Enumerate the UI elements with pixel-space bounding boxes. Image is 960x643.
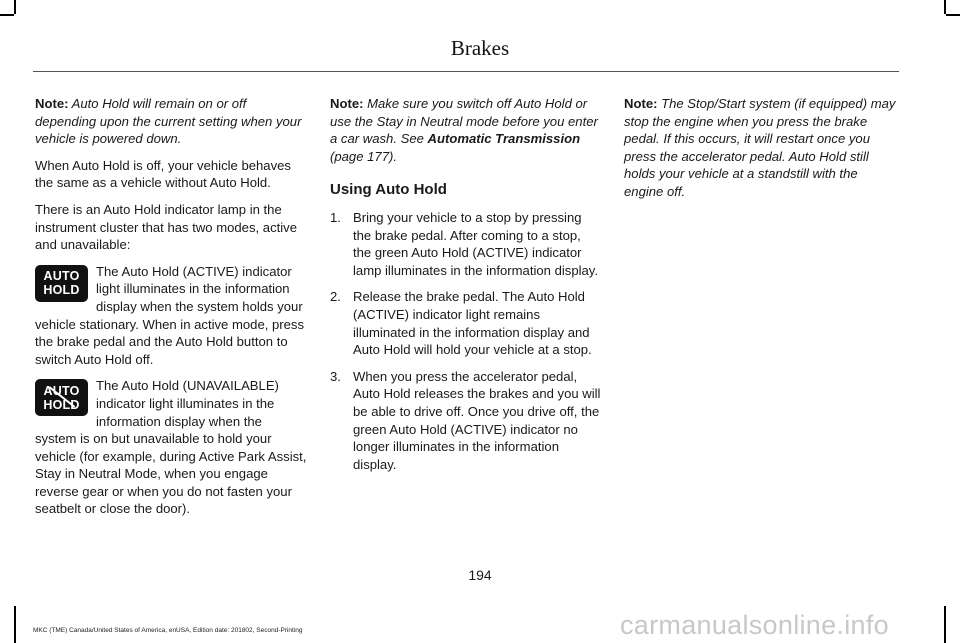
section-heading: Using Auto Hold — [330, 181, 447, 199]
crop-mark — [14, 606, 16, 643]
note-auto-hold-power — [35, 95, 307, 148]
crop-mark — [14, 0, 16, 14]
crop-mark — [946, 14, 960, 16]
step-number: 1. — [330, 209, 341, 225]
paragraph: When Auto Hold is off, your vehicle behaves the same as a vehicle without Auto Hold. — [35, 157, 291, 191]
icon-text-line: AUTO — [43, 383, 80, 398]
auto-hold-active-icon — [35, 265, 88, 302]
icon-text-line: AUTO — [43, 269, 80, 284]
crop-mark — [944, 606, 946, 643]
steps-list — [330, 209, 602, 473]
header-divider — [33, 71, 899, 72]
column-2 — [330, 95, 602, 482]
footer-edition-info: MKC (TME) Canada/United States of America, enUSA, Edition date: 201802, Second-Printing — [33, 627, 303, 634]
unavailable-indicator-description — [35, 377, 307, 518]
step-number: 3. — [330, 368, 341, 384]
icon-text-line: HOLD — [43, 397, 80, 412]
list-item — [330, 368, 602, 474]
page-reference: (page 177). — [330, 148, 397, 164]
list-item — [330, 288, 602, 358]
watermark: carmanualsonline.info — [620, 610, 889, 640]
page-number: 194 — [468, 567, 492, 583]
active-indicator-description — [35, 263, 307, 369]
crop-mark — [0, 14, 14, 16]
note-label: Note: — [624, 96, 658, 111]
step-text: When you press the accelerator pedal, Auto Hold releases the brakes and you will be able to drive off. Once you drive off, the green Auto Hold (ACTIVE) indicator no longer illuminates in the information display. — [353, 368, 601, 472]
note-label: Note: — [35, 96, 69, 111]
paragraph: There is an Auto Hold indicator lamp in the instrument cluster that has two modes, active and unavailable: — [35, 201, 297, 253]
unavailable-indicator-text: The Auto Hold (UNAVAILABLE) indicator light illuminates in the information display when the system is on but unavailable to hold your vehicle (for example, during Active Park Assist, Stay in Neutral Mode, when you engage reverse gear or when you do not fasten your seatbelt or close the door). — [35, 378, 307, 517]
auto-hold-unavailable-icon — [35, 379, 88, 416]
list-item — [330, 209, 602, 279]
note-label: Note: — [330, 96, 364, 111]
note-stop-start — [624, 95, 898, 201]
cross-reference-link[interactable]: Automatic Transmission — [427, 131, 581, 147]
column-1 — [35, 95, 307, 527]
note-text: Make sure you switch off Auto Hold or use the Stay in Neutral mode before you enter a car wash. See — [330, 96, 598, 147]
note-text: The Stop/Start system (if equipped) may stop the engine when you press the brake pedal. If this occurs, it will restart once you press the accelerator pedal. Auto Hold still holds your vehicle at a standstill with the engine off. — [624, 96, 896, 199]
note-car-wash — [330, 95, 602, 165]
icon-text-line: HOLD — [43, 283, 80, 298]
page-title: Brakes — [450, 36, 510, 60]
active-indicator-text: The Auto Hold (ACTIVE) indicator light illuminates in the information display when the system holds your vehicle stationary. When in active mode, press the brake pedal and the Auto Hold button to switch Auto Hold off. — [35, 263, 305, 367]
step-number: 2. — [330, 289, 341, 305]
note-text: Auto Hold will remain on or off depending upon the current setting when your vehicle is powered down. — [35, 96, 302, 147]
crop-mark — [944, 0, 946, 14]
column-3 — [624, 95, 898, 210]
step-text: Bring your vehicle to a stop by pressing the brake pedal. After coming to a stop, the green Auto Hold (ACTIVE) indicator lamp illuminates in the information display. — [353, 209, 599, 278]
step-text: Release the brake pedal. The Auto Hold (ACTIVE) indicator light remains illuminated in the information display and Auto Hold will hold your vehicle at a stop. — [353, 289, 592, 358]
